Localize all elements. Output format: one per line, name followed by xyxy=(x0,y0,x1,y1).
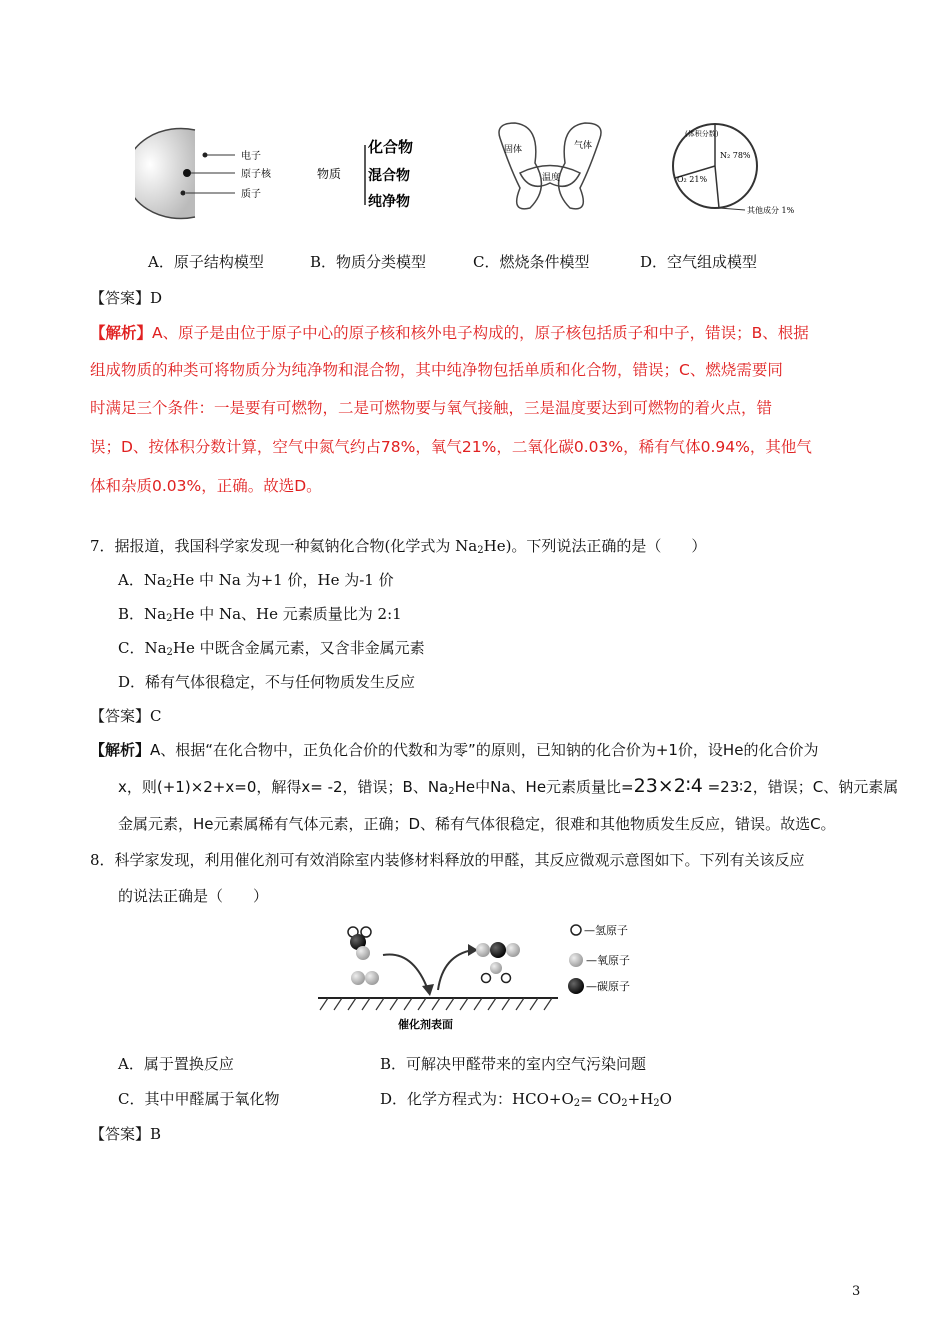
q8-d-mid2: +H xyxy=(627,1090,654,1108)
q7-b-sub: 2 xyxy=(166,613,173,624)
q6-analysis-line-5: 体和杂质0.03%，正确。故选D。 xyxy=(90,477,322,495)
q7-a-sub: 2 xyxy=(165,579,173,590)
q7-l2-sub: 2 xyxy=(448,786,455,797)
q7-option-c xyxy=(118,638,425,663)
q8-option-c: C．其中甲醛属于氧化物 xyxy=(118,1090,280,1108)
reaction-diagram xyxy=(318,920,658,1035)
q6-analysis-line-3: 时满足三个条件：一是要有可燃物，二是可燃物要与氧气接触，三是温度要达到可燃物的着火点，错 xyxy=(90,399,773,417)
o2-atom-1 xyxy=(351,971,365,985)
q7-analysis-line-3: 金属元素，He元素属稀有气体元素，正确；D、稀有气体很稳定，很难和其他物质发生反应，错误。故选C。 xyxy=(118,815,836,833)
q8-d-sub2: 2 xyxy=(621,1098,628,1109)
h2o-h-atom-1 xyxy=(482,974,491,983)
q7-analysis-line-1 xyxy=(90,740,818,760)
atom-label-proton: 质子 xyxy=(241,189,261,200)
q6-option-b: B．物质分类模型 xyxy=(310,253,427,271)
q7-b-post: He 中 Na、He 元素质量比为 2:1 xyxy=(172,605,402,623)
q8-answer: 【答案】B xyxy=(90,1125,162,1143)
h2o-o-atom xyxy=(490,962,502,974)
q8-d-post: O xyxy=(659,1090,672,1108)
atom-label-nucleus: 原子核 xyxy=(241,169,271,180)
q7-a-post: He 中 Na 为+1 价，He 为-1 价 xyxy=(172,571,394,589)
q7-stem-post: He)。下列说法正确的是（ ） xyxy=(483,537,707,555)
q8-d-sub3: 2 xyxy=(653,1098,660,1109)
atom-structure-figure xyxy=(135,125,275,220)
q7-l2-mid: He中Na、He元素质量比= xyxy=(454,778,634,796)
atom-label-electron: 电子 xyxy=(241,151,261,162)
co2-o-atom-1 xyxy=(476,943,490,957)
classification-figure xyxy=(315,130,430,215)
legend-o-icon xyxy=(569,953,583,967)
combustion-label-temp: 温度 xyxy=(542,173,561,183)
q7-l2-post: =23∶2，错误；C、钠元素属 xyxy=(702,778,899,796)
legend-h-icon xyxy=(571,925,581,935)
legend-h-label: —氢原子 xyxy=(584,924,628,937)
q7-stem xyxy=(90,536,706,561)
q6-analysis-line-1 xyxy=(90,323,809,343)
q6-analysis-line-4: 误；D、按体积分数计算，空气中氮气约占78%，氧气21%，二氧化碳0.03%，稀有气体0.94%，其他气 xyxy=(90,438,812,456)
q7-c-pre: C．Na xyxy=(118,639,167,657)
h2o-h-atom-2 xyxy=(502,974,511,983)
q8-stem-line-2: 的说法正确是（ ） xyxy=(118,887,269,905)
legend-c-label: —碳原子 xyxy=(586,980,630,993)
q7-stem-sub: 2 xyxy=(477,545,484,556)
classification-item-pure: 纯净物 xyxy=(368,194,410,210)
q7-a-pre: A．Na xyxy=(118,571,166,589)
q7-l2-formula: 23×2∶4 xyxy=(633,775,703,797)
q7-l2-pre: x，则(+1)×2+x=0，解得x= -2，错误；B、Na xyxy=(118,778,449,796)
q8-option-b: B．可解决甲醛带来的室内空气污染问题 xyxy=(380,1055,647,1073)
q8-d-mid: = CO xyxy=(580,1090,622,1108)
co2-o-atom-2 xyxy=(506,943,520,957)
o2-atom-2 xyxy=(365,971,379,985)
q6-option-c: C．燃烧条件模型 xyxy=(473,253,590,271)
q8-d-pre: D．化学方程式为：HCO+O xyxy=(380,1090,574,1108)
q8-option-d xyxy=(380,1089,672,1114)
q6-analysis-text-1: A、原子是由位于原子中心的原子核和核外电子构成的，原子核包括质子和中子，错误；B、根据 xyxy=(152,324,809,342)
air-label-volume: (体积分数) xyxy=(685,130,719,138)
q7-c-sub: 2 xyxy=(166,647,173,658)
q7-option-a xyxy=(118,570,394,595)
q6-option-a: A．原子结构模型 xyxy=(148,253,264,271)
q7-option-b xyxy=(118,604,402,629)
combustion-figure xyxy=(490,118,610,218)
classification-item-compound: 化合物 xyxy=(368,138,414,156)
q7-analysis-tag: 【解析】 xyxy=(90,741,151,759)
q6-answer: 【答案】D xyxy=(90,289,163,307)
q7-c-post: He 中既含金属元素，又含非金属元素 xyxy=(172,639,425,657)
q8-option-a: A．属于置换反应 xyxy=(118,1055,234,1073)
reaction-arrow-2 xyxy=(438,950,473,990)
formaldehyde-o-atom xyxy=(356,946,370,960)
legend-o-label: —氧原子 xyxy=(586,954,630,967)
reaction-arrow-1 xyxy=(383,954,428,990)
catalyst-surface-hatching xyxy=(320,998,552,1010)
combustion-label-gas: 气体 xyxy=(574,141,593,151)
air-label-other: 其他成分 1% xyxy=(747,206,795,215)
air-composition-figure xyxy=(665,118,825,218)
air-label-n2: N₂ 78% xyxy=(720,151,751,160)
classification-item-mixture: 混合物 xyxy=(368,168,410,184)
q7-stem-pre: 7．据报道，我国科学家发现一种氦钠化合物(化学式为 Na xyxy=(90,537,478,555)
q7-answer: 【答案】C xyxy=(90,707,162,725)
q8-stem-line-1: 8．科学家发现，利用催化剂可有效消除室内装修材料释放的甲醛，其反应微观示意图如下。下列有关该反应 xyxy=(90,851,805,869)
combustion-label-solid: 固体 xyxy=(504,145,523,155)
q7-analysis-text-1: A、根据“在化合物中，正负化合价的代数和为零”的原则，已知钠的化合价为+1价，设He的化合价为 xyxy=(150,741,819,759)
legend-c-icon xyxy=(568,978,584,994)
q7-b-pre: B．Na xyxy=(118,605,167,623)
q6-analysis-tag: 【解析】 xyxy=(90,324,153,342)
classification-root-label: 物质 xyxy=(317,167,342,181)
catalyst-surface-label: 催化剂表面 xyxy=(398,1018,453,1031)
page-number: 3 xyxy=(852,1284,861,1299)
q7-analysis-line-2 xyxy=(118,776,898,802)
air-label-o2: O₂ 21% xyxy=(677,175,708,184)
q6-option-d: D．空气组成模型 xyxy=(640,253,758,271)
q7-option-d: D．稀有气体很稳定，不与任何物质发生反应 xyxy=(118,673,416,691)
q8-d-sub1: 2 xyxy=(573,1098,581,1109)
co2-c-atom xyxy=(490,942,506,958)
q6-analysis-line-2: 组成物质的种类可将物质分为纯净物和混合物，其中纯净物包括单质和化合物，错误；C、燃烧需要同 xyxy=(90,361,783,379)
